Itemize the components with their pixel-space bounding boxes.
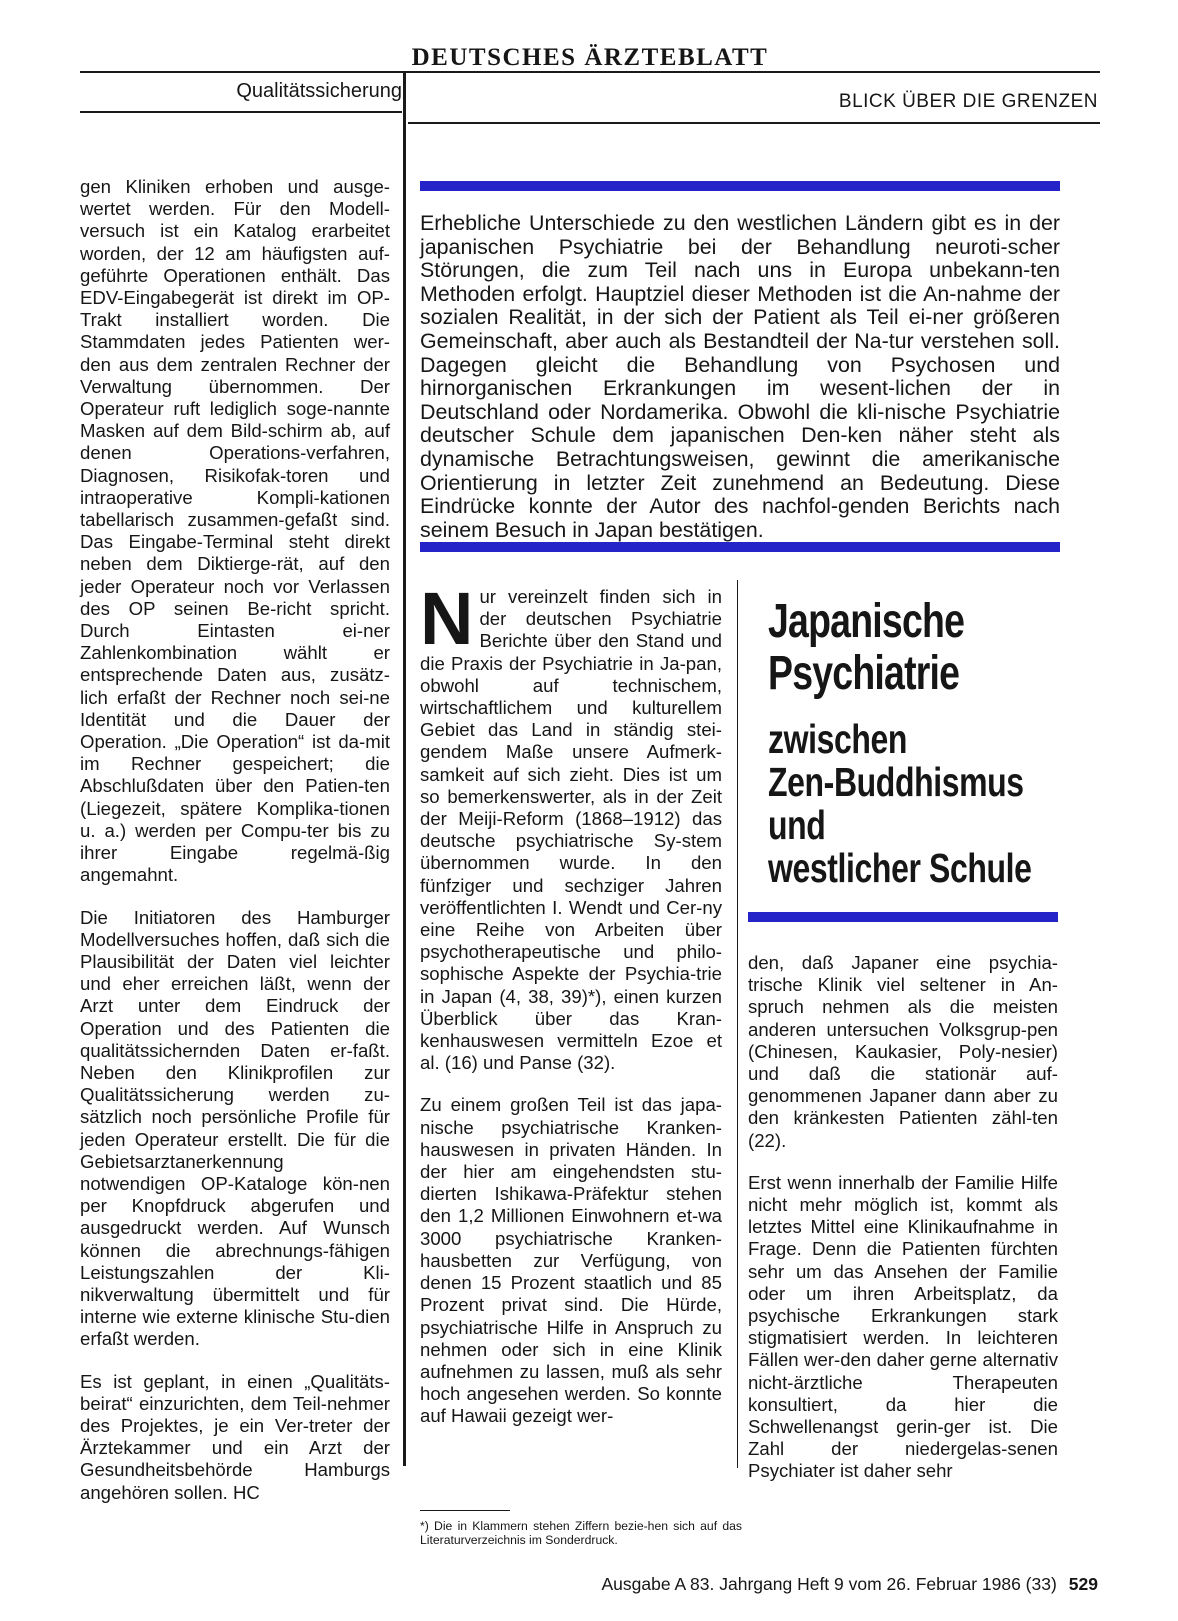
footnote: *) Die in Klammern stehen Ziffern bezie-hen sich auf das Literaturverzeichnis im Sonderdruck. [420,1519,742,1547]
column-left [80,176,390,1504]
paragraph: Die Initiatoren des Hamburger Modellversuches hoffen, daß sich die Plausibilität der Daten viel leichter und eher erreichen läßt, wenn der Arzt unter dem Eindruck der Operation und des Patienten die qualitätssichernden Daten er-faßt. Neben den Klinikprofilen zur Qualitätssicherung werden zu-sätzlich noch persönliche Profile für jeden Operateur erstellt. Die für die Gebietsarztanerkennung notwendigen OP-Kataloge kön-nen per Knopfdruck abgerufen und ausgedruckt werden. Auf Wunsch können die abrechnungs-fähigen Leistungszahlen der Kli-nikverwaltung übermittelt und für interne wie externe klinische Stu-dien erfaßt werden. [80,906,390,1350]
section-rule-left [80,111,402,113]
intro-text [420,212,1060,542]
paragraph-text: ur vereinzelt finden sich in der deutschen Psychiatrie Berichte über den Stand und die Praxis der Psychiatrie in Ja-pan, obwohl auf technischem, wirtschaftlichem und kulturellem Gebiet das Land in ständig stei-gendem Maße unsere Aufmerk-samkeit auf sich zieht. Dies ist um so bemerkenswerter, als in der Zeit der Meiji-Reform (1868–1912) das deutsche psychiatrische Sy-stem übernommen wurde. In den fünfziger und sechziger Jahren veröffentlichten I. Wendt und Cer-ny eine Reihe von Arbeiten über psychotherapeutische und philo-sophische Aspekte der Psychia-trie in Japan (4, 38, 39)*), einen kurzen Überblick über das Kran-kenhauswesen vermitteln Ezoe et al. (16) und Panse (32). [420,586,722,1074]
column-right [748,952,1058,1483]
subtitle-line: und [768,802,826,848]
section-label-left: Qualitätssicherung [236,80,402,102]
masthead: DEUTSCHES ÄRZTEBLATT [411,44,769,71]
column-divider-thin [737,580,738,1468]
drop-cap: N [420,577,474,660]
article-subtitle [768,718,1096,890]
column-middle [420,577,722,1428]
subtitle-line: westlicher Schule [768,845,1032,891]
paragraph: gen Kliniken erhoben und ausge-wertet werden. Für den Modell-versuch ist ein Katalog erarbeitet worden, der 12 am häufigsten auf-geführte Operationen enthält. Das EDV-Eingabegerät ist direkt im OP-Trakt installiert worden. Die Stammdaten jedes Patienten wer-den aus dem zentralen Rechner der Verwaltung übernommen. Der Operateur ruft lediglich soge-nannte Masken auf dem Bild-schirm ab, auf denen Operations-verfahren, Diagnosen, Risikofak-toren und intraoperative Kompli-kationen tabellarisch zusammen-gefaßt sind. Das Eingabe-Terminal steht direkt neben dem Diktierge-rät, auf den jeder Operateur noch vor Verlassen des OP seinen Be-richt spricht. Durch Eintasten ei-ner Zahlenkombination wählt er entsprechende Daten aus, zusätz-lich erfaßt der Rechner noch sei-ne Identität und die Dauer der Operation. „Die Operation“ ist da-mit im Rechner gespeichert; die Abschlußdaten über den Patien-ten (Liegezeit, spätere Komplika-tionen u. a.) werden per Compu-ter bis zu ihrer Eingabe regelmä-ßig angemahnt. [80,176,390,886]
article-title [768,596,1033,700]
paragraph: Es ist geplant, in einen „Qualitäts-beirat“ einzurichten, dem Teil-nehmer des Projektes, je ein Ver-treter der Ärztekammer und ein Arzt der Gesundheitsbehörde Hamburgs angehören sollen. HC [80,1370,390,1503]
section-rule-right [408,122,1100,124]
title-bar [748,912,1058,922]
intro-paragraph: Erhebliche Unterschiede zu den westlichen Ländern gibt es in der japanischen Psychiatrie bei der Behandlung neuroti-scher Störungen, die zum Teil nach uns in Europa unbekann-ten Methoden erfolgt. Hauptziel dieser Methoden ist die An-nahme der sozialen Realität, in der sich der Patient als Teil ei-ner größeren Gemeinschaft, aber auch als Bestandteil der Na-tur verstehen soll. Dagegen gleicht die Behandlung von Psychosen und hirnorganischen Erkrankungen im wesent-lichen der in Deutschland oder Nordamerika. Obwohl die kli-nische Psychiatrie deutscher Schule dem japanischen Den-ken näher steht als dynamische Betrachtungsweisen, gewinnt die amerikanische Orientierung in letzter Zeit zunehmend an Bedeutung. Diese Eindrücke konnte der Autor des nachfol-genden Berichts nach seinem Besuch in Japan bestätigen. [420,211,1060,542]
title-line: Japanische [768,595,965,648]
section-label-right: BLICK ÜBER DIE GRENZEN [838,91,1098,112]
footnote-rule [420,1510,510,1511]
subtitle-line: Zen-Buddhismus [768,759,1024,805]
header-rule [80,71,1100,73]
paragraph [420,577,722,1074]
column-divider [403,73,406,1466]
paragraph: Erst wenn innerhalb der Familie Hilfe nicht mehr möglich ist, kommt als letztes Mittel eine Klinikaufnahme in Frage. Denn die Patienten fürchten sehr um das Ansehen der Familie oder um ihren Arbeitsplatz, da psychische Erkrankungen stark stigmatisiert werden. In leichteren Fällen wer-den daher gerne alternativ nicht-ärztliche Therapeuten konsultiert, da hier die Schwellenangst gerin-ger ist. Die Zahl der niedergelas-senen Psychiater ist daher sehr [748,1171,1058,1482]
title-line: Psychiatrie [768,647,960,700]
intro-bar-top [420,181,1060,191]
intro-bar-bottom [420,542,1060,552]
page-number: 529 [1068,1574,1098,1594]
issue-info: Ausgabe A 83. Jahrgang Heft 9 vom 26. Februar 1986 (33) [601,1574,1057,1594]
subtitle-line: zwischen [768,716,908,762]
paragraph: Zu einem großen Teil ist das japa-nische psychiatrische Kranken-hauswesen in privaten Händen. In der hier am eingehendsten stu-dierten Ishikawa-Präfektur stehen den 1,2 Millionen Einwohnern et-wa 3000 psychiatrische Kranken-hausbetten zur Verfügung, von denen 15 Prozent staatlich und 85 Prozent privat sind. Die Hürde, psychiatrische Hilfe in Anspruch zu nehmen oder sich in eine Klinik aufnehmen zu lassen, muß als sehr hoch angesehen werden. So konnte auf Hawaii gezeigt wer- [420,1094,722,1427]
page-footer [430,1574,1098,1595]
paragraph: den, daß Japaner eine psychia-trische Klinik viel seltener in An-spruch nehmen als die meisten anderen untersuchen Volksgrup-pen (Chinesen, Kaukasier, Poly-nesier) und daß die stationär auf-genommenen Japaner dann aber zu den kränkesten Patienten zähl-ten (22). [748,952,1058,1151]
